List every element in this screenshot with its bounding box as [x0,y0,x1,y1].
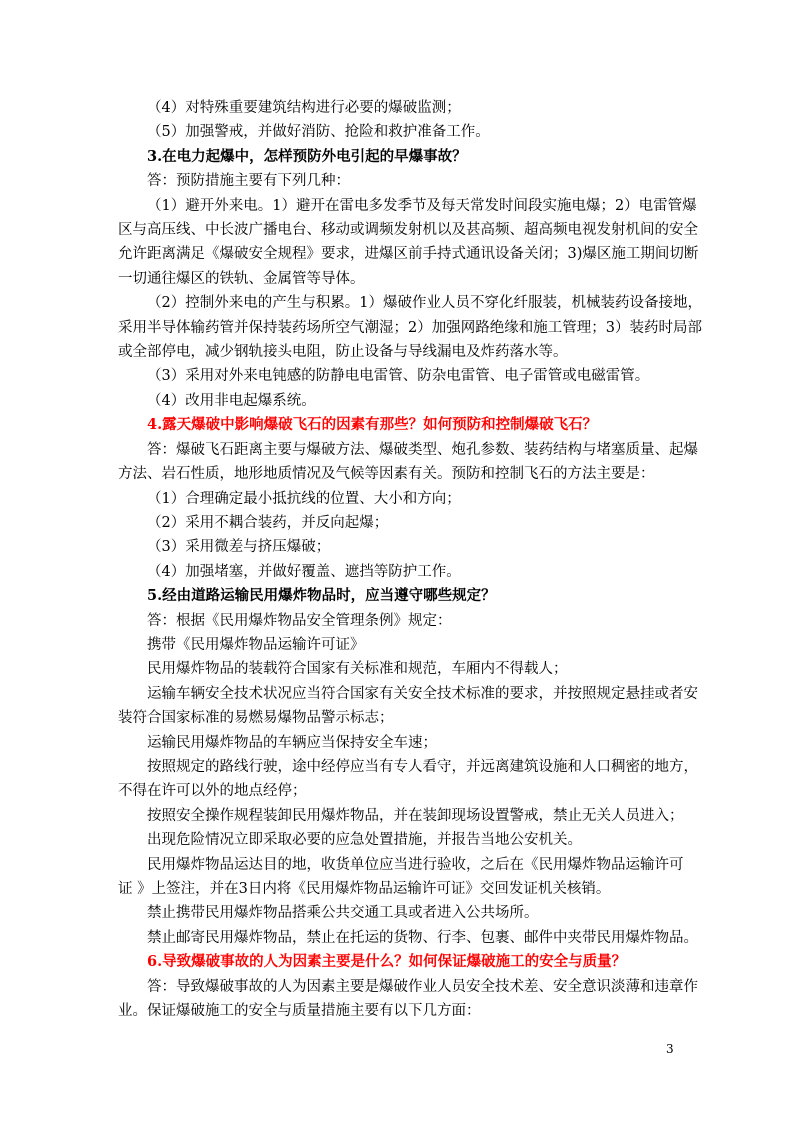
paragraph-line: 按照安全操作规程装卸民用爆炸物品，并在装卸现场设置警戒，禁止无关人员进入； [147,807,684,824]
paragraph-line: （4）改用非电起爆系统。 [147,392,316,409]
paragraph-line: 答：爆破飞石距离主要与爆破方法、爆破类型、炮孔参数、装药结构与堵塞质量、起爆 [147,441,698,458]
section-heading: 6.导致爆破事故的人为因素主要是什么？如何保证爆破施工的安全与质量？ [147,953,627,971]
paragraph-line: 区与高压线、中长波广播电台、移动或调频发射机以及甚高频、超高频电视发射机间的安全 [118,222,698,239]
paragraph-line: 答：预防措施主要有下列几种： [147,173,350,190]
paragraph-line: 运输民用爆炸物品的车辆应当保持安全车速； [147,734,437,751]
section-heading: 4.露天爆破中影响爆破飞石的因素有那些？如何预防和控制爆破飞石？ [147,416,598,434]
paragraph-line: 业。保证爆破施工的安全与质量措施主要有以下几方面： [118,1003,481,1020]
section-heading: 5.经由道路运输民用爆炸物品时，应当遵守哪些规定？ [147,587,496,605]
paragraph-line: 或全部停电，减少钢轨接头电阻，防止设备与导线漏电及炸药落水等。 [118,344,568,361]
page-number: 3 [666,1042,674,1056]
paragraph-line: 禁止邮寄民用爆炸物品，禁止在托运的货物、行李、包裹、邮件中夹带民用爆炸物品。 [147,929,698,946]
paragraph-line: （3）采用对外来电钝感的防静电电雷管、防杂电雷管、电子雷管或电磁雷管。 [147,368,650,385]
paragraph-line: 答：根据《民用爆炸物品安全管理条例》规定： [147,612,452,629]
paragraph-line: 不得在许可以外的地点经停； [118,783,307,800]
paragraph-line: （4）对特殊重要建筑结构进行必要的爆破监测； [147,100,461,116]
paragraph-line: 按照规定的路线行驶，途中经停应当有专人看守，并远离建筑设施和人口稠密的地方， [147,758,698,775]
paragraph-line: （2）采用不耦合装药，并反向起爆； [147,514,389,531]
paragraph-line: 民用爆炸物品运达目的地，收货单位应当进行验收，之后在《民用爆炸物品运输许可 [147,856,684,873]
paragraph-line: 运输车辆安全技术状况应当符合国家有关安全技术标准的要求，并按照规定悬挂或者安 [147,685,698,702]
paragraph-line: 民用爆炸物品的装载符合国家有关标准和规范，车厢内不得载人； [147,661,568,678]
section-heading: 3.在电力起爆中，怎样预防外电引起的早爆事故？ [147,147,467,165]
paragraph-line: 装符合国家标准的易燃易爆物品警示标志； [118,710,394,727]
paragraph-line: 一切通往爆区的铁轨、金属管等导体。 [118,270,365,287]
paragraph-line: 携带《民用爆炸物品运输许可证》 [147,636,365,653]
paragraph-line: 证 》上签注，并在3日内将《民用爆炸物品运输许可证》交回发证机关核销。 [118,881,611,897]
paragraph-line: 采用半导体输药管并保持装药场所空气潮湿；2）加强网路绝缘和施工管理；3）装药时局部 [118,319,702,336]
paragraph-line: （2）控制外来电的产生与积累。1）爆破作业人员不穿化纤服装，机械装药设备接地， [147,295,702,312]
paragraph-line: 允许距离满足《爆破安全规程》要求，进爆区前手持式通讯设备关闭；3)爆区施工期间切断 [118,246,699,263]
document-page [118,96,702,1023]
paragraph-line: 答：导致爆破事故的人为因素主要是爆破作业人员安全技术差、安全意识淡薄和违章作 [147,978,698,995]
paragraph-line: （1）合理确定最小抵抗线的位置、大小和方向； [147,490,461,507]
paragraph-line: （4）加强堵塞，并做好覆盖、遮挡等防护工作。 [147,563,461,580]
paragraph-line: （1）避开外来电。1）避开在雷电多发季节及每天常发时间段实施电爆；2）电雷管爆 [147,197,697,214]
paragraph-line: （5）加强警戒，并做好消防、抢险和救护准备工作。 [147,124,490,141]
paragraph-line: 方法、岩石性质，地形地质情况及气候等因素有关。预防和控制飞石的方法主要是： [118,466,655,483]
paragraph-line: （3）采用微差与挤压爆破； [147,539,331,556]
paragraph-line: 出现危险情况立即采取必要的应急处置措施，并报告当地公安机关。 [147,832,582,849]
paragraph-line: 禁止携带民用爆炸物品搭乘公共交通工具或者进入公共场所。 [147,905,539,922]
